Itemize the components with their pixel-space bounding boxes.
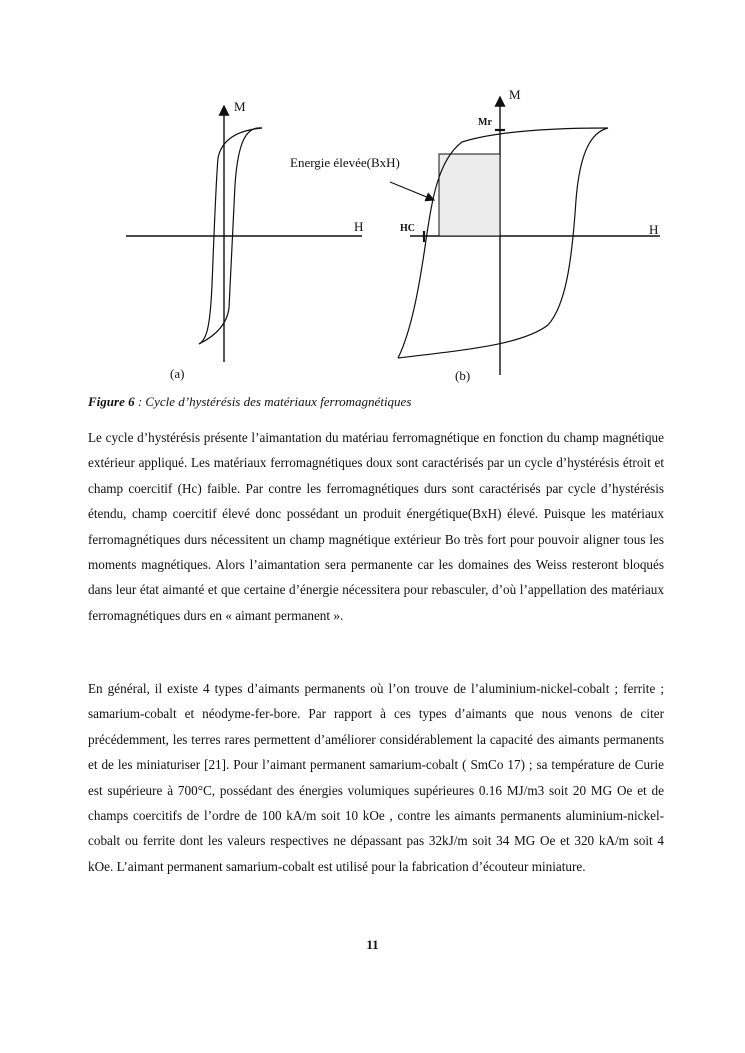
panel-b-loop-upper [398,128,608,358]
panel-b-caption-label: (b) [455,368,471,383]
figure-caption-text: : Cycle d’hystérésis des matériaux ferromagnétiques [134,394,412,409]
page-number: 11 [366,937,379,952]
panel-b-loop [398,128,608,358]
hysteresis-figure [0,0,745,392]
panel-a-m-label: M [234,99,246,114]
remanence-label: Mr [478,117,492,128]
paragraph-permanent-magnets: En général, il existe 4 types d’aimants permanents où l’on trouve de l’aluminium-nickel-cobalt ; ferrite ; samarium-cobalt et néodyme-fer-bore. Par rapport à ces types d’aimants que nous venons de citer précédemment, les terres rares permettent d’améliorer considérablement la capacité des aimants permanents et de les miniaturiser [21]. Pour l’aimant permanent samarium-cobalt ( SmCo 17) ; sa température de Curie est supérieure à 700°C, possédant des énergies volumiques supérieures 0.16 MJ/m3 soit 20 MG Oe et de champs coercitifs de l’ordre de 100 kA/m soit 10 kOe , contre les aimants permanents aluminium-nickel-cobalt ou ferrite dont les valeurs respectives ne dépassant pas 32kJ/m soit 34 MG Oe et 320 kA/m soit 4 kOe. L’aimant permanent samarium-cobalt est utilisé pour la fabrication d’écouteur miniature. [88,681,664,874]
energy-arrow [390,182,434,200]
energy-label: Energie élevée(BxH) [290,155,400,170]
panel-a-h-label: H [354,219,364,234]
coercive-label: HC [400,223,415,234]
panel-b-h-label: H [649,222,659,237]
panel-b-loop-lower [398,128,608,358]
energy-rectangle [439,154,500,236]
panel-b-m-label: M [509,87,521,102]
hysteresis-diagram [0,0,745,392]
figure-caption [88,394,411,410]
paragraph-hysteresis: Le cycle d’hystérésis présente l’aimantation du matériau ferromagnétique en fonction du champ magnétique extérieur appliqué. Les matériaux ferromagnétiques doux sont caractérisés par un cycle d’hystérésis étroit et champ coercitif (Hc) faible. Par contre les ferromagnétiques durs sont caractérisés par cycle d’hystérésis étendu, champ coercitif élevé donc possédant un produit énergétique(BxH) élevé. Puisque les matériaux ferromagnétiques durs nécessitent un champ magnétique extérieur Bo très fort pour pouvoir aligner tous les moments magnétiques. Alors l’aimantation sera permanente car les domaines des Weiss resteront bloqués dans leur état aimanté et que certaine d’énergie nécessitera pour rebasculer, d’où l’appellation des matériaux ferromagnétiques durs en « aimant permanent ». [88,430,664,623]
panel-a-axes [126,106,362,362]
panel-a-caption-label: (a) [170,366,185,381]
figure-caption-label: Figure 6 [88,394,135,409]
